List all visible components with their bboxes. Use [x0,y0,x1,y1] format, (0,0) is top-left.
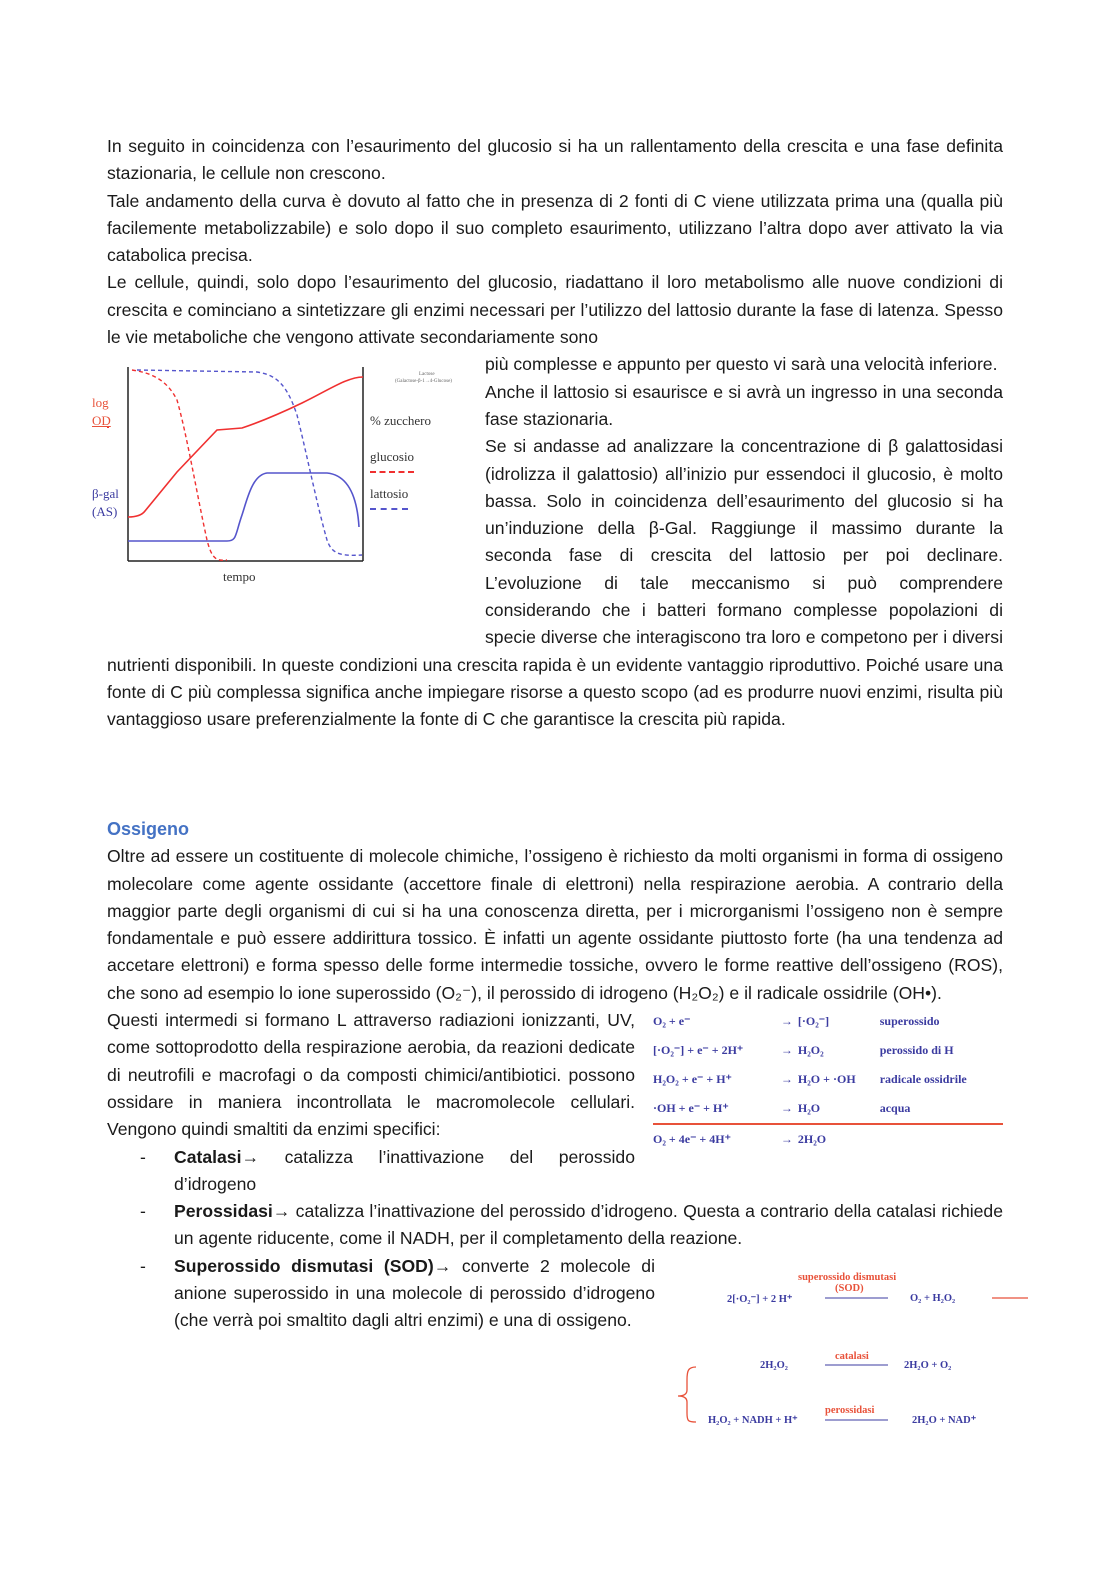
brace-icon [678,1367,696,1422]
ros-reactions-table [653,1007,1003,1157]
paragraph: Tale andamento della curva è dovuto al fatto che in presenza di 2 fonti di C viene utilizzata prima una (qualla più facilemente metabolizzabile) e solo dopo il suo completo esaurimento, utilizzano l’altra dopo aver attivato la via catabolica precisa. [107,190,1003,266]
product: 2H₂O [798,1124,880,1154]
paragraph: In seguito in coincidenza con l’esaurimento del glucosio si ha un rallentamento della crescita e una fase definita stazionaria, le cellule non crescono. [107,136,1003,184]
lactose-curve [137,370,362,555]
paragraph: Se si andasse ad analizzare la concentrazione di β galattosidasi (idrolizza il galattosio) all’inizio pur essendoci il glucosio, è molto bassa. Solo in coincidenza dell’esaurimento del glucosio si ha un’induzione della β-Gal. Raggiunge il massimo durante la seconda fase di crescita del lattosio per poi declinare. L’evoluzione di tale meccanismo si può comprendere considerando che i batteri formano complesse popolazioni di specie diverse che interagiscono tra loro e competono per i diversi nutrienti disponibili. In queste condizioni una crescita rapida è un evidente vantaggio riproduttivo. Poiché usare una fonte di C più complessa significa anche impiegare risorse a questo scopo (ad es produrre nuovi enzimi, risulta più vantaggioso usare preferenzialmente la fonte di C che garantisce la crescita più rapida. [107,436,1003,730]
sod-abbrev: (SOD) [835,1283,864,1294]
enzyme-name: Catalasi [174,1146,242,1167]
reactants: H₂O₂ + e⁻ + H⁺ [653,1071,732,1086]
growth-curve-plot [107,355,485,627]
legend-glucose: glucosio [370,443,414,472]
reaction-row [653,1065,1003,1094]
enzyme-name: Perossidasi [174,1201,273,1222]
y-label-as: (AS) [92,504,118,520]
enzyme-description: catalizza l’inattivazione del perossido d’idrogeno [174,1146,635,1194]
list-dash: - [140,1255,146,1276]
section-heading-ossigeno: Ossigeno [107,819,190,839]
enzyme-description: converte 2 molecole di anione superossido in una molecole di perossido d’idrogeno (che verrà poi smaltito dagli altri enzimi) e una di ossigeno. [174,1255,655,1331]
catalase-label: catalasi [835,1351,869,1362]
legend-lactose: lattosio [370,480,408,509]
product: H₂O [797,1100,821,1115]
catalase-products: 2H₂O + O₂ [904,1360,952,1371]
sod-products: O₂ + H₂O₂ [910,1293,956,1304]
arrow-icon: → [433,1255,452,1276]
species-name: perossido di H [879,1042,954,1057]
sod-label: superossido dismutasi [798,1272,897,1283]
species-name: superossido [879,1013,940,1028]
reactants: ·OH + e⁻ + H⁺ [653,1100,729,1115]
peroxidase-products: 2H₂O + NAD⁺ [912,1415,977,1426]
arrow-icon: → [780,1100,793,1115]
paragraph: Questi intermedi si formano L attraverso radiazioni ionizzanti, UV, come sottoprodotto della respirazione aerobia, da reazioni dedicate di neutrofili e macrofagi o da composti chimici/antibiotici. possono ossidare in maniera incontrollata le macromolecole cellulari. Vengono quindi smaltiti da enzimi specifici: [107,1010,635,1140]
sod-reactants: 2[·O₂⁻] + 2 H⁺ [727,1294,793,1305]
arrow-icon: → [272,1201,291,1222]
y-label-bgal: β-gal [92,486,119,502]
tiny-caption: Lactose [419,372,435,378]
diauxic-growth-figure [92,355,485,627]
list-item [107,1144,1003,1199]
enzyme-name: Superossido dismutasi (SOD) [174,1255,434,1276]
list-dash: - [140,1201,146,1222]
reaction-row [653,1036,1003,1065]
reactants: O₂ + 4e⁻ + 4H⁺ [653,1124,781,1154]
peroxidase-label: perossidasi [825,1405,875,1416]
species-name: acqua [879,1100,911,1115]
log-od-curve [128,377,363,517]
list-dash: - [140,1146,146,1167]
reactants: O₂ + e⁻ [653,1013,691,1028]
arrow-icon: → [780,1013,793,1028]
tiny-caption: (Galactose-β-1→4-Glucose) [395,379,452,385]
text-block-growth [92,133,1003,734]
product: H₂O₂ [797,1042,824,1057]
text-block-oxygen [107,816,1003,1335]
enzyme-reaction-diagram [670,1265,1040,1435]
peroxidase-reactants: H₂O₂ + NADH + H⁺ [708,1415,798,1426]
arrow-icon: → [781,1124,798,1154]
reaction-row [653,1094,1003,1124]
paragraph: più complesse e appunto per questo vi sarà una velocità inferiore. [485,354,998,375]
enzyme-description: catalizza l’inattivazione del perossido d’idrogeno. Questa a contrario della catalasi richiede un agente riducente, come il NADH, per il completamento della reazione. [174,1201,1003,1249]
x-label-time: tempo [223,569,256,585]
paragraph: Oltre ad essere un costituente di molecole chimiche, l’ossigeno è richiesto da molti organismi in forma di ossigeno molecolare come agente ossidante (accettore finale di elettroni) nella respirazione aerobia. A contrario della maggior parte degli organismi di cui si ha una conoscenza diretta, per i microrganismi l’ossigeno non è sempre fondamentale e può essere addirittura tossico. È infatti un agente ossidante piuttosto forte (ha una tendenza ad accetare elettroni) e forma spesso delle forme intermedie tossiche, ovvero le forme reattive dell’ossigeno (ROS), che sono ad esempio lo ione superossido (O₂⁻), il perossido di idrogeno (H₂O₂) e il radicale ossidrile (OH•). [107,846,1003,1003]
catalase-reactants: 2H₂O₂ [760,1360,788,1371]
product: [·O₂⁻] [797,1013,830,1028]
reaction-row [653,1007,1003,1036]
glucose-curve [132,370,227,560]
y-label-od: OD [92,413,111,429]
product: H₂O + ·OH [797,1071,856,1086]
paragraph: Le cellule, quindi, solo dopo l’esaurimento del glucosio, riadattano il loro metabolismo alle nuove condizioni di crescita e cominciano a sintetizzare gli enzimi necessari per l’utilizzo del lattosio durante la fase di latenza. Spesso le vie metaboliche che vengono attivate secondariamente sono [107,272,1003,348]
paragraph: Anche il lattosio si esaurisce e si avrà un ingresso in una seconda fase stazionaria. [485,381,1003,429]
arrow-icon: → [780,1071,793,1086]
list-item [107,1253,655,1335]
arrow-icon: → [780,1042,793,1057]
y-label-log: log [92,395,109,411]
label-sugar: % zucchero [370,413,431,429]
reactants: [·O₂⁻] + e⁻ + 2H⁺ [653,1042,744,1057]
arrow-icon: → [241,1146,260,1167]
species-name: radicale ossidrile [879,1071,967,1086]
list-item [107,1198,1003,1253]
